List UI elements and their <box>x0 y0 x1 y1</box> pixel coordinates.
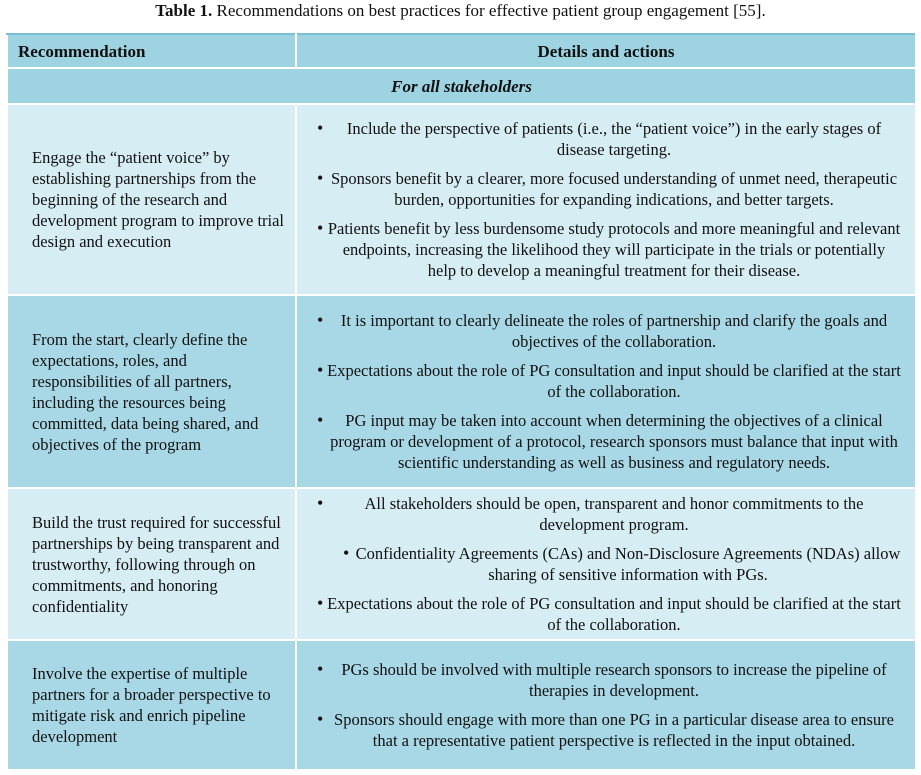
list-item: • It is important to clearly delineate the roles of partnership and clarify the goals and objectives of the collaboration. <box>303 310 909 352</box>
list-item: • Confidentiality Agreements (CAs) and Non-Disclosure Agreements (NDAs) allow sharing of sensitive information with PGs. <box>303 543 909 585</box>
list-item: • Expectations about the role of PG consultation and input should be clarified at the start of the collaboration. <box>303 360 909 402</box>
details-list <box>303 659 909 751</box>
recommendation-cell: Build the trust required for successful partnerships by being transparent and trustworthy, following through on commitments, and honoring confidentiality <box>7 488 296 640</box>
table-row <box>7 295 916 488</box>
header-details: Details and actions <box>296 34 916 68</box>
details-cell <box>296 295 916 488</box>
recommendations-table <box>6 33 917 771</box>
list-item: • PG input may be taken into account when determining the objectives of a clinical program or development of a protocol, research sponsors must balance that input with scientific understanding as well as business and regulatory needs. <box>303 410 909 473</box>
header-recommendation: Recommendation <box>7 34 296 68</box>
table-row <box>7 104 916 295</box>
list-item: • Include the perspective of patients (i.e., the “patient voice”) in the early stages of disease targeting. <box>303 118 909 160</box>
details-list <box>303 493 909 635</box>
table-row <box>7 488 916 640</box>
table-caption <box>0 0 921 30</box>
list-item: • Expectations about the role of PG consultation and input should be clarified at the start of the collaboration. <box>303 593 909 635</box>
details-cell <box>296 104 916 295</box>
header-row <box>7 34 916 68</box>
group-row <box>7 68 916 104</box>
table-row <box>7 640 916 770</box>
details-list <box>303 310 909 473</box>
list-item: • All stakeholders should be open, transparent and honor commitments to the development program. <box>303 493 909 535</box>
table-caption-text: Recommendations on best practices for effective patient group engagement [55]. <box>216 1 766 20</box>
list-item: • Sponsors should engage with more than one PG in a particular disease area to ensure that a representative patient perspective is reflected in the input obtained. <box>303 709 909 751</box>
group-label: For all stakeholders <box>7 68 916 104</box>
recommendation-cell: Involve the expertise of multiple partners for a broader perspective to mitigate risk and enrich pipeline development <box>7 640 296 770</box>
details-list <box>303 118 909 281</box>
details-cell <box>296 640 916 770</box>
details-cell <box>296 488 916 640</box>
table-caption-label: Table 1. <box>155 1 213 20</box>
list-item: • Patients benefit by less burdensome study protocols and more meaningful and relevant endpoints, increasing the likelihood they will participate in the trials or potentially help to develop a meaningful treatment for their disease. <box>303 218 909 281</box>
recommendation-cell: From the start, clearly define the expectations, roles, and responsibilities of all partners, including the resources being committed, data being shared, and objectives of the program <box>7 295 296 488</box>
list-item: • PGs should be involved with multiple research sponsors to increase the pipeline of therapies in development. <box>303 659 909 701</box>
list-item: • Sponsors benefit by a clearer, more focused understanding of unmet need, therapeutic burden, opportunities for expanding indications, and better targets. <box>303 168 909 210</box>
recommendation-cell: Engage the “patient voice” by establishing partnerships from the beginning of the research and development program to improve trial design and execution <box>7 104 296 295</box>
